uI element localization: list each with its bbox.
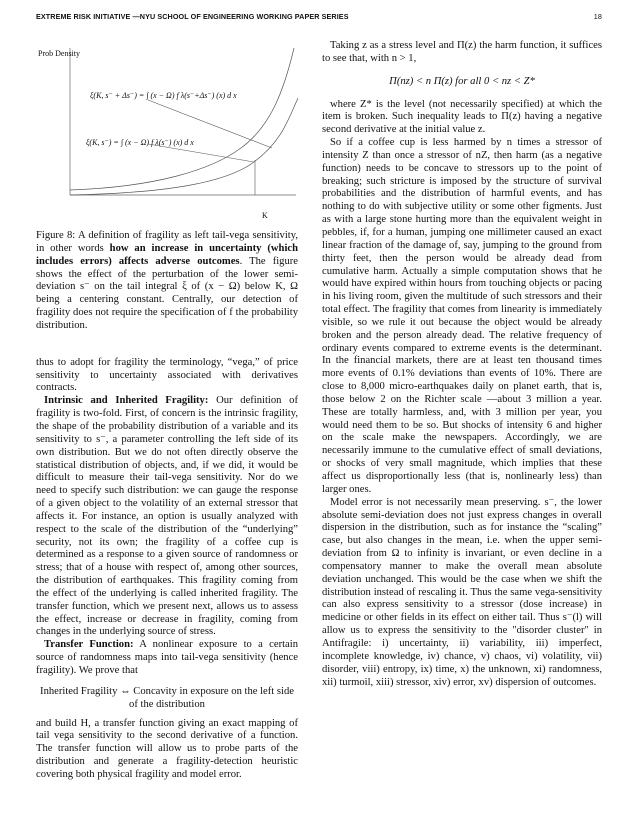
paragraph-intrinsic <box>36 395 298 639</box>
display-inherited-fragility: Inherited Fragility ⇔ Concavity in exposure on the left side of the distribution <box>40 685 294 710</box>
transfer-text: A nonlinear exposure to a certain source of randomness maps into tail-vega sensitivity (hence fragility). We prove that <box>36 639 298 676</box>
figure-8-plot <box>36 40 298 220</box>
intrinsic-text: Our definition of fragility is two-fold. First, of concern is the intrinsic fragility, the shape of the probability distribution of a variable and its sensitivity to s⁻, a parameter controlling the left side of its own distribution. But we do not often directly observe the statistical distribution of objects, and, if we did, it would be difficult to measure their tail-vega sensitivity. Nor do we need to specify such distribution: we can gauge the response of a given object to the volatility of an external stressor that affects it. For instance, an option is usually analyzed with respect to the scale of the distribution of the “underlying” security, not its own; the fragility of a coffee cup is determined as a response to a given source of randomness or stress; that of a house with respect of, among other sources, the distribution of earthquakes. This fragility coming from the effect of the underlying is called inherited fragility. The transfer function, which we present next, allows us to assess the effect, increase or decrease in fragility, coming from changes in the underlying source of stress. <box>36 395 299 638</box>
caption-text-1: Figure 8: A definition of fragility as left tail-vega sensitivity, in other words <box>36 230 298 254</box>
paragraph-harm-function: Taking z as a stress level and Π(z) the harm function, it suffices to see that, with n > 1, <box>322 40 602 64</box>
paragraph-coffee-cup: So if a coffee cup is less harmed by n times a stressor of intensity Z than once a stressor of nZ, then harm (as a negative function) needs to be concave to stressors up to the point of breaking; such stricture is imposed by the structure of survival probabilities and the distribution of harmful events, and has nothing to do with subjective utility or some other figments. Just as with a large stone hurting more than the equivalent weight in pebbles, if, for a human, jumping one millimeter caused an exact linear fraction of the damage of, say, jumping to the ground from thirty feet, then the person would be already dead from cumulative harm. Actually a simple computation shows that he would have expired within hours from touching objects or pacing in his living room, given the multitude of such stressors and their total effect. The fragility that comes from linearity is immediately visible, so we rule it out because the object would be already broken and the person already dead. The relative frequency of ordinary events compared to extreme events is the determinant. In the financial markets, there are at least ten thousand times more events of 0.1% deviations than events of 10%. There are close to 8,000 micro-earthquakes daily on planet earth, that is, those below 2 on the Richter scale —about 3 million a year. These are totally harmless, and, with 3 million per year, you would need them to be so. But shocks of intensity 6 and higher on the scale make the newspapers. Accordingly, we are necessarily immune to the cumulative effect of small deviations, or shocks of very small magnitude, which implies that these affect us disproportionally less (that is, nonlinearly less) than larger ones. <box>322 137 602 495</box>
caption-bold: how an increase in uncertainty (which includes errors) affects adverse outcomes <box>36 242 298 267</box>
paragraph-z-star: where Z* is the level (not necessarily specified) at which the item is broken. Such inequality leads to Π(z) having a negative second derivative at the initial value z. <box>322 98 602 136</box>
paragraph-vega: thus to adopt for fragility the terminology, “vega,” of price sensitivity to uncertainty associated with derivatives contracts. <box>36 356 298 394</box>
header-title: EXTREME RISK INITIATIVE —NYU SCHOOL OF ENGINEERING WORKING PAPER SERIES <box>36 12 349 21</box>
curve-upper <box>70 48 294 190</box>
right-column <box>322 40 602 689</box>
paragraph-model-error: Model error is not necessarily mean preserving. s⁻, the lower absolute semi-deviation does not just express changes in overall dispersion in the distribution, such as for instance the “scaling” case, but also changes in the mean, i.e. when the upper semi-deviation from Ω to infinity is invariant, or even decline in a compensatory manner to make the overall mean absolute deviation unchanged. This would be the case when we shift the distribution instead of rescaling it. Thus the same vega-sensitivity can also express sensitivity to a stressor (dose increase) in medicine or other fields in its effect on either tail. Thus s⁻(l) will allow us to express the sensitivity to the "disorder cluster" in Antifragile: i) uncertainty, ii) variability, iii) imperfect, incomplete knowledge, iv) chance, v) chaos, vi) volatility, vii) disorder, viii) entropy, ix) time, x) the unknown, xi) randomness, xii) turmoil, xiii) stressor, xiv) error, xv) dispersion of outcomes. <box>322 496 602 688</box>
left-column <box>36 40 298 782</box>
running-header <box>36 12 602 26</box>
figure-8 <box>36 40 298 220</box>
paragraph-transfer <box>36 639 298 678</box>
display-harm-inequality: Π(nz) < n Π(z) for all 0 < nz < Z* <box>389 75 535 87</box>
figure-caption <box>36 230 298 333</box>
y-axis-label: Prob Density <box>38 49 80 58</box>
page-number: 18 <box>593 12 602 21</box>
formula-top: ξ(K, s⁻ + Δs⁻) = ∫ (x − Ω) f λ(s⁻+Δs⁻) (x) d x <box>90 91 237 100</box>
heading-transfer: Transfer Function: <box>44 639 134 651</box>
heading-intrinsic: Intrinsic and Inherited Fragility: <box>44 395 209 407</box>
k-axis-label: K <box>262 211 268 220</box>
caption-text-2: . The figure shows the effect of the perturbation of the lower semi-deviation s⁻ on the tail integral ξ of (x − Ω) below K, Ω being a centering constant. Centrally, our detection of fragility does not require the specification of f the probability distribution. <box>36 255 298 331</box>
paragraph-transfer-function: and build H, a transfer function giving an exact mapping of tail vega sensitivity to the second derivative of a function. The transfer function will allow us to probe parts of the distribution and generate a fragility-detection heuristic covering both physical fragility and model error. <box>36 717 298 780</box>
formula-bottom: ξ(K, s⁻) = ∫ (x − Ω) f λ(s⁻) (x) d x <box>86 138 194 147</box>
